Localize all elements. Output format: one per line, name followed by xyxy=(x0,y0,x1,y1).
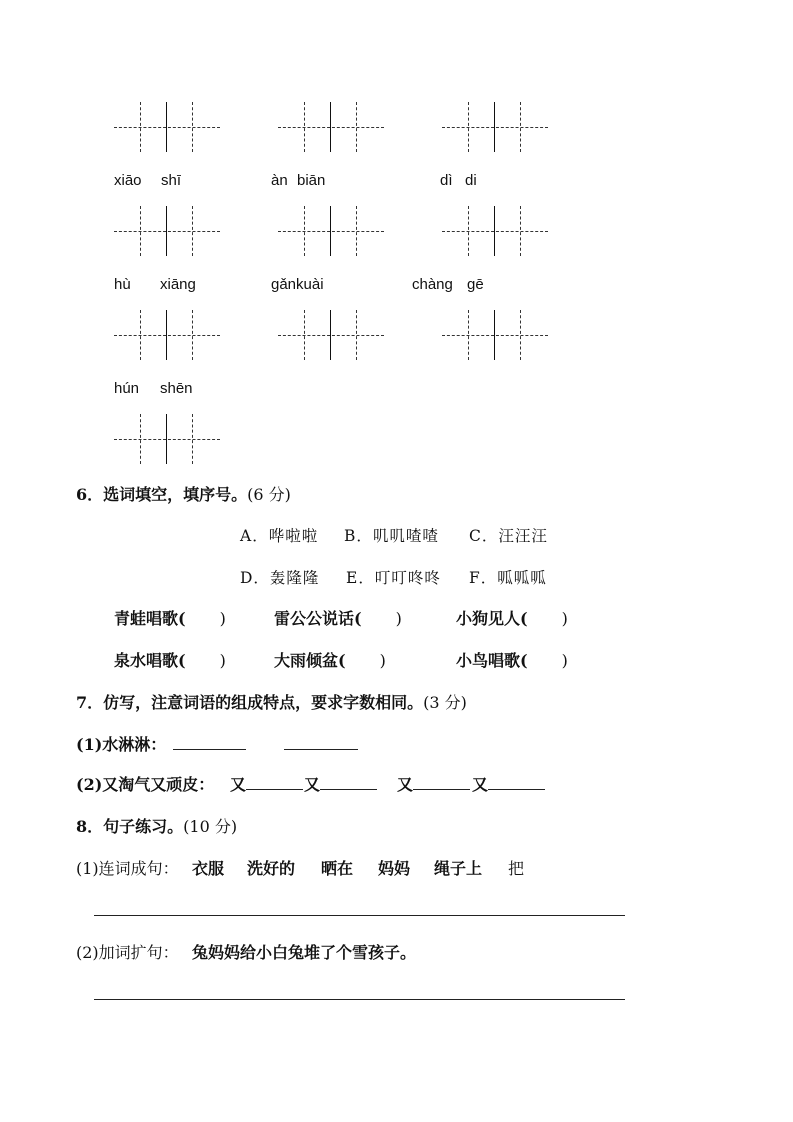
question-title-text: 8．句子练习。 xyxy=(76,817,184,836)
pinyin: gē xyxy=(467,276,484,293)
fill-item[interactable] xyxy=(114,606,226,629)
answer-blank[interactable] xyxy=(173,749,246,750)
option: D．轰隆隆 xyxy=(240,569,320,587)
answer-blank[interactable] xyxy=(488,789,545,790)
writing-grid[interactable] xyxy=(114,414,220,464)
fill-item[interactable] xyxy=(456,606,568,629)
option: E．叮叮咚咚 xyxy=(346,569,441,587)
pinyin: xiāng xyxy=(160,276,196,293)
writing-grid[interactable] xyxy=(114,206,220,256)
item-label: (1)连词成句： xyxy=(76,859,179,878)
word-card: 洗好的 xyxy=(247,859,296,878)
question-6-title xyxy=(76,482,291,505)
pinyin: shī xyxy=(161,172,182,189)
answer-line[interactable] xyxy=(94,915,625,916)
close-paren: ) xyxy=(379,651,386,670)
you-char: 又 xyxy=(472,775,489,794)
fill-item-text: 雷公公说话( xyxy=(274,609,362,628)
item-label: (2)加词扩句： xyxy=(76,943,179,962)
you-char: 又 xyxy=(397,775,414,794)
writing-grid[interactable] xyxy=(442,310,548,360)
writing-grid[interactable] xyxy=(278,102,384,152)
fill-item[interactable] xyxy=(114,648,226,671)
pinyin: shēn xyxy=(160,380,193,397)
close-paren: ) xyxy=(561,609,568,628)
close-paren: ) xyxy=(219,609,226,628)
word-card: 衣服 xyxy=(192,859,225,878)
score: (10 分) xyxy=(183,817,238,836)
word-card: 把 xyxy=(508,859,525,878)
pinyin: xiāo xyxy=(114,172,142,189)
option: A．哗啦啦 xyxy=(240,527,319,545)
option: F．呱呱呱 xyxy=(469,569,547,587)
fill-item-text: 大雨倾盆( xyxy=(274,651,346,670)
fill-item[interactable] xyxy=(274,648,386,671)
writing-grid[interactable] xyxy=(442,102,548,152)
fill-item-text: 小鸟唱歌( xyxy=(456,651,528,670)
question-title-text: 7．仿写，注意词语的组成特点，要求字数相同。 xyxy=(76,693,424,712)
question-7-item-1 xyxy=(76,732,166,755)
answer-blank[interactable] xyxy=(413,789,470,790)
pinyin: dì xyxy=(440,172,453,189)
question-title-text: 6．选词填空，填序号。 xyxy=(76,485,248,504)
pinyin: di xyxy=(465,172,477,189)
writing-grid[interactable] xyxy=(278,206,384,256)
fill-item-text: 青蛙唱歌( xyxy=(114,609,186,628)
pinyin: àn xyxy=(271,172,288,189)
answer-blank[interactable] xyxy=(246,789,303,790)
question-7-item-2 xyxy=(76,772,214,795)
writing-grid[interactable] xyxy=(278,310,384,360)
writing-grid[interactable] xyxy=(114,310,220,360)
close-paren: ) xyxy=(395,609,402,628)
word-card: 绳子上 xyxy=(434,859,483,878)
item-label: (2)又淘气又顽皮： xyxy=(76,775,215,794)
answer-blank[interactable] xyxy=(320,789,377,790)
pinyin: hún xyxy=(114,380,140,397)
you-char: 又 xyxy=(304,775,321,794)
question-8-title xyxy=(76,814,237,837)
close-paren: ) xyxy=(561,651,568,670)
score: (3 分) xyxy=(423,693,467,712)
sentence: 兔妈妈给小白兔堆了个雪孩子。 xyxy=(192,943,417,962)
answer-line[interactable] xyxy=(94,999,625,1000)
pinyin: chàng xyxy=(412,276,453,293)
score: (6 分) xyxy=(247,485,291,504)
word-card: 晒在 xyxy=(321,859,354,878)
question-7-title xyxy=(76,690,467,713)
fill-item[interactable] xyxy=(274,606,402,629)
answer-blank[interactable] xyxy=(284,749,358,750)
you-char: 又 xyxy=(230,775,247,794)
word-card: 妈妈 xyxy=(378,859,411,878)
close-paren: ) xyxy=(219,651,226,670)
writing-grid[interactable] xyxy=(114,102,220,152)
option: B．叽叽喳喳 xyxy=(344,527,439,545)
pinyin: hù xyxy=(114,276,131,293)
fill-item-text: 泉水唱歌( xyxy=(114,651,186,670)
pinyin: gǎnkuài xyxy=(271,276,324,293)
pinyin: biān xyxy=(297,172,326,189)
item-label: (1)水淋淋： xyxy=(76,735,167,754)
fill-item-text: 小狗见人( xyxy=(456,609,528,628)
writing-grid[interactable] xyxy=(442,206,548,256)
option: C．汪汪汪 xyxy=(469,527,548,545)
fill-item[interactable] xyxy=(456,648,568,671)
